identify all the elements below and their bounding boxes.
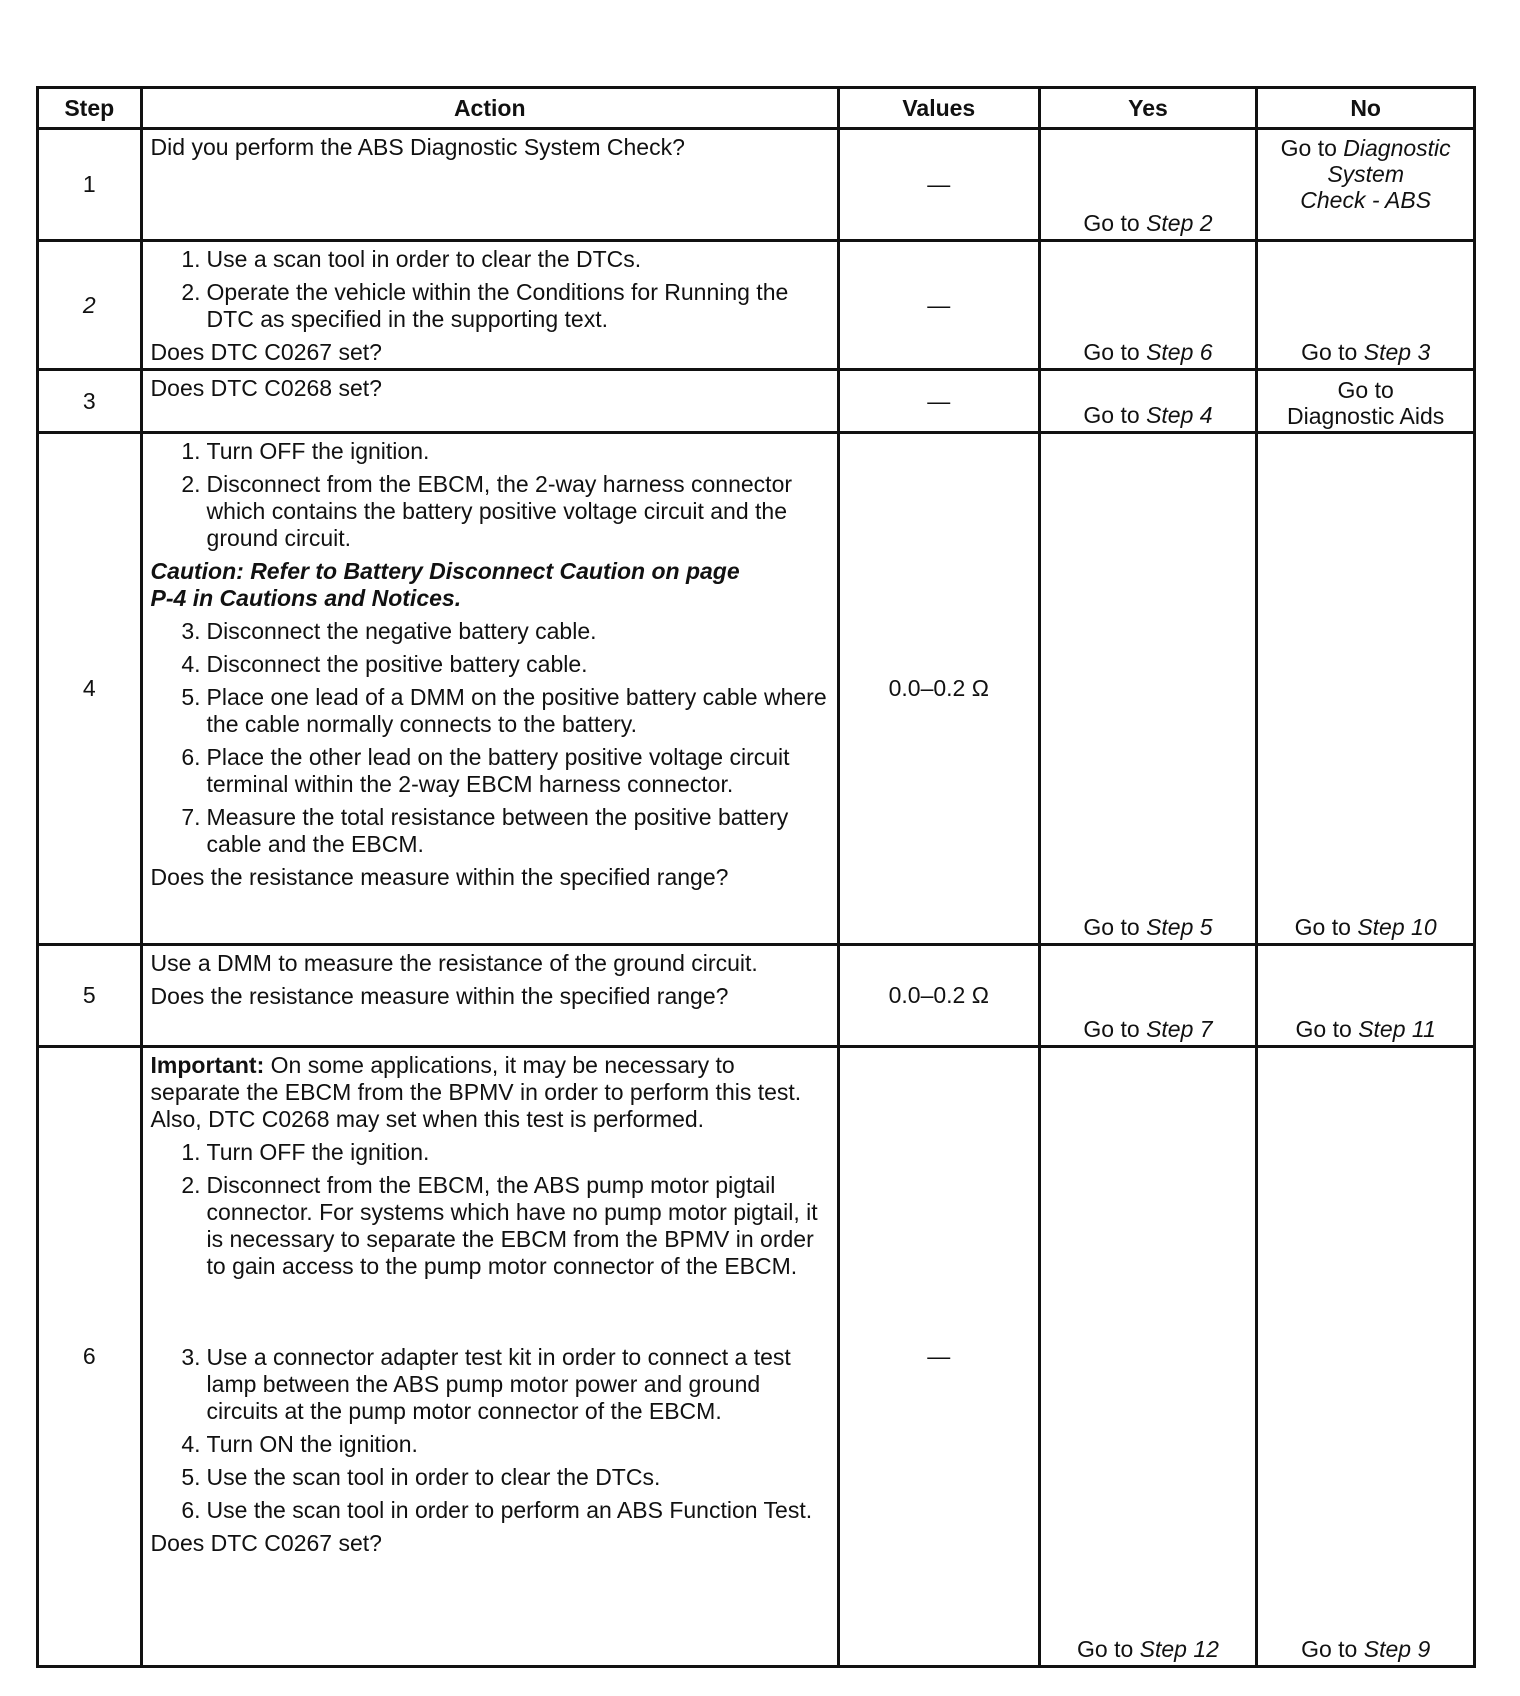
step-number: 2 [38, 241, 142, 370]
question-text: Did you perform the ABS Diagnostic System Check? [150, 134, 685, 160]
list-item: 2. Disconnect from the EBCM, the ABS pump motor pigtail connector. For systems which have no pump motor pigtail, it is necessary to separate the EBCM from the BPMV in order to gain access to the pump motor connector of the EBCM. [181, 1172, 818, 1279]
step-number: 3 [38, 370, 142, 433]
link-target: Diagnostic [1343, 135, 1451, 161]
list-item: 3. Disconnect the negative battery cable. [181, 618, 597, 644]
list-item: 4. Turn ON the ignition. [181, 1431, 418, 1457]
yes-cell [1039, 241, 1257, 370]
action-cell [141, 1047, 838, 1667]
no-link[interactable] [1258, 377, 1473, 429]
table-row-step-3 [38, 370, 1475, 433]
list-item: 1. Turn OFF the ignition. [181, 1139, 430, 1165]
list-item: 4. Disconnect the positive battery cable. [181, 651, 588, 677]
link-target: Step 10 [1357, 914, 1437, 940]
list-item: 2. Operate the vehicle within the Conditions for Running the DTC as specified in the supporting text. [181, 279, 789, 332]
no-link[interactable] [1258, 339, 1473, 366]
header-step: Step [38, 88, 142, 129]
header-row [38, 88, 1475, 129]
yes-link[interactable] [1041, 402, 1256, 429]
header-yes: Yes [1039, 88, 1257, 129]
link-prefix: Go to [1083, 210, 1140, 236]
link-prefix: Go to [1280, 135, 1337, 161]
list-item: 5. Place one lead of a DMM on the positive battery cable where the cable normally connects to the battery. [181, 684, 827, 737]
no-cell [1257, 945, 1475, 1047]
link-target: Step 6 [1146, 339, 1213, 365]
table-row-step-1 [38, 129, 1475, 241]
action-list [151, 1139, 829, 1524]
action-text: Use a DMM to measure the resistance of the ground circuit. [150, 950, 758, 976]
question-text: Does DTC C0267 set? [150, 339, 382, 365]
step-number: 1 [38, 129, 142, 241]
list-item: 1. Turn OFF the ignition. [181, 438, 430, 464]
important-note: Important: On some applications, it may be necessary to separate the EBCM from the BPMV in order to perform this test. Also, DTC C0268 may set when this test is performed. [150, 1052, 802, 1132]
yes-cell [1039, 945, 1257, 1047]
step-number: 6 [38, 1047, 142, 1667]
value-cell: — [838, 129, 1039, 241]
header-action: Action [141, 88, 838, 129]
question-text: Does DTC C0268 set? [150, 375, 382, 401]
action-cell [141, 129, 838, 241]
link-target: Step 12 [1139, 1636, 1219, 1662]
no-link[interactable] [1258, 1016, 1473, 1043]
no-link[interactable] [1259, 131, 1472, 213]
table-row-step-6 [38, 1047, 1475, 1667]
list-item: 5. Use the scan tool in order to clear the DTCs. [181, 1464, 661, 1490]
list-item: 1. Use a scan tool in order to clear the DTCs. [181, 246, 642, 272]
link-target: Step 4 [1146, 402, 1213, 428]
question-text: Does the resistance measure within the specified range? [150, 983, 729, 1009]
link-prefix: Go to [1294, 914, 1351, 940]
link-target: Step 9 [1363, 1636, 1431, 1662]
table-row-step-2 [38, 241, 1475, 370]
yes-link[interactable] [1041, 339, 1256, 366]
diagnostic-table [36, 86, 1476, 1668]
link-target: Step 3 [1363, 339, 1431, 365]
action-cell [141, 370, 838, 433]
no-link[interactable] [1258, 914, 1473, 941]
no-cell [1257, 129, 1475, 241]
no-cell [1257, 370, 1475, 433]
no-cell [1257, 1047, 1475, 1667]
yes-cell [1039, 433, 1257, 945]
list-item: 7. Measure the total resistance between the positive battery cable and the EBCM. [181, 804, 789, 857]
list-item: 3. Use a connector adapter test kit in order to connect a test lamp between the ABS pump motor power and ground circuits at the pump motor connector of the EBCM. [181, 1344, 791, 1424]
action-list [151, 618, 829, 858]
action-cell [141, 433, 838, 945]
link-target: Step 2 [1146, 210, 1213, 236]
list-item: 6. Place the other lead on the battery positive voltage circuit terminal within the 2-way EBCM harness connector. [181, 744, 790, 797]
link-prefix: Go to [1295, 1016, 1352, 1042]
no-link[interactable] [1258, 1636, 1473, 1663]
value-cell: — [838, 1047, 1039, 1667]
yes-cell [1039, 129, 1257, 241]
step-number: 5 [38, 945, 142, 1047]
link-target: Check - ABS [1300, 187, 1432, 213]
table-row-step-4 [38, 433, 1475, 945]
yes-link[interactable] [1041, 1636, 1256, 1663]
action-cell [141, 241, 838, 370]
question-text: Does the resistance measure within the specified range? [150, 864, 729, 890]
header-no: No [1257, 88, 1475, 129]
no-cell [1257, 433, 1475, 945]
value-cell: 0.0–0.2 Ω [838, 945, 1039, 1047]
value-cell: — [838, 241, 1039, 370]
value-cell: 0.0–0.2 Ω [838, 433, 1039, 945]
link-prefix: Go to [1337, 377, 1394, 403]
link-prefix: Go to [1083, 339, 1140, 365]
question-text: Does DTC C0267 set? [150, 1530, 382, 1556]
link-prefix: Go to [1083, 402, 1140, 428]
link-prefix: Go to [1083, 1016, 1140, 1042]
yes-link[interactable] [1041, 914, 1256, 941]
link-target: Diagnostic Aids [1287, 403, 1445, 429]
link-prefix: Go to [1301, 339, 1358, 365]
link-target: System [1327, 161, 1404, 187]
link-target: Step 11 [1358, 1016, 1436, 1042]
yes-cell [1039, 1047, 1257, 1667]
action-list [151, 246, 829, 333]
action-cell [141, 945, 838, 1047]
link-prefix: Go to [1083, 914, 1140, 940]
action-list [151, 438, 829, 552]
yes-link[interactable] [1041, 210, 1256, 237]
table-row-step-5 [38, 945, 1475, 1047]
link-prefix: Go to [1301, 1636, 1358, 1662]
value-cell: — [838, 370, 1039, 433]
link-prefix: Go to [1077, 1636, 1134, 1662]
step-number: 4 [38, 433, 142, 945]
caution-text: Caution: Refer to Battery Disconnect Caution on page P-4 in Cautions and Notices. [150, 558, 740, 611]
header-values: Values [838, 88, 1039, 129]
diagnostic-table-sheet [36, 86, 1476, 1668]
yes-link[interactable] [1041, 1016, 1256, 1043]
no-cell [1257, 241, 1475, 370]
yes-cell [1039, 370, 1257, 433]
list-item: 2. Disconnect from the EBCM, the 2-way harness connector which contains the battery positive voltage circuit and the ground circuit. [181, 471, 793, 551]
link-target: Step 7 [1146, 1016, 1213, 1042]
list-item: 6. Use the scan tool in order to perform an ABS Function Test. [181, 1497, 813, 1523]
link-target: Step 5 [1146, 914, 1213, 940]
